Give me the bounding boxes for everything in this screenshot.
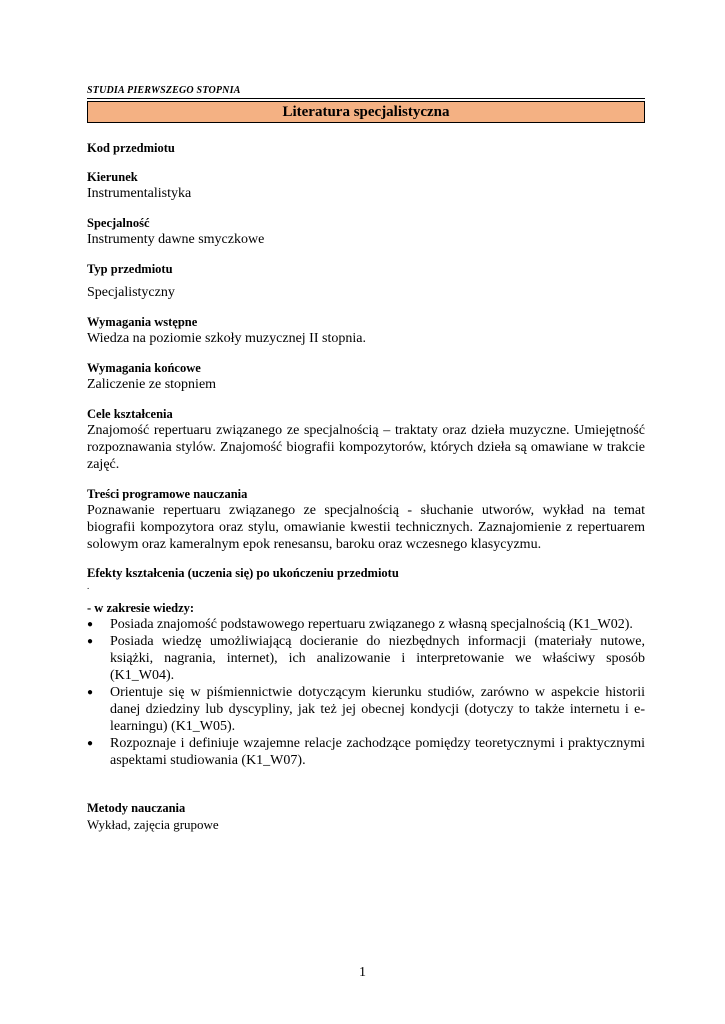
typ-value: Specjalistyczny bbox=[87, 285, 175, 300]
list-item bbox=[87, 684, 645, 735]
list-item-text: Posiada znajomość podstawowego repertuaru związanego z własną specjalnością (K1_W02). bbox=[110, 617, 633, 632]
efekty-dot: . bbox=[87, 581, 90, 591]
kierunek-label: Kierunek bbox=[87, 170, 138, 184]
wymagania-wstepne-value: Wiedza na poziomie szkoły muzycznej II stopnia. bbox=[87, 331, 366, 346]
wiedza-label: - w zakresie wiedzy: bbox=[87, 601, 195, 615]
wymagania-koncowe-label: Wymagania końcowe bbox=[87, 361, 201, 375]
study-level: STUDIA PIERWSZEGO STOPNIA bbox=[87, 84, 645, 99]
list-item bbox=[87, 633, 645, 684]
list-item-text: Rozpoznaje i definiuje wzajemne relacje zachodzące pomiędzy teoretycznymi i praktycznymi aspektami studiowania (K1_W07). bbox=[110, 736, 645, 768]
wymagania-wstepne-label: Wymagania wstępne bbox=[87, 315, 198, 329]
kierunek-value: Instrumentalistyka bbox=[87, 186, 192, 201]
wymagania-koncowe-value: Zaliczenie ze stopniem bbox=[87, 377, 217, 392]
list-item-text: Orientuje się w piśmiennictwie dotyczącym kierunku studiów, zarówno w aspekcie historii danej dziedziny lub dyscypliny, jak też jej obecnej kondycji (dotyczy to także internetu i e-learningu) (K1_W05). bbox=[110, 685, 645, 734]
bullet-icon: ● bbox=[87, 619, 94, 630]
page-number: 1 bbox=[359, 965, 366, 980]
bullet-icon: ● bbox=[87, 687, 94, 698]
metody-value: Wykład, zajęcia grupowe bbox=[87, 817, 219, 832]
list-item bbox=[87, 735, 645, 769]
typ-label: Typ przedmiotu bbox=[87, 262, 173, 276]
efekty-label: Efekty kształcenia (uczenia się) po ukończeniu przedmiotu bbox=[87, 566, 399, 580]
specjalnosc-value: Instrumenty dawne smyczkowe bbox=[87, 232, 265, 247]
tresci-value: Poznawanie repertuaru związanego ze specjalnością - słuchanie utworów, wykład na temat biografii kompozytora oraz stylu, omawianie kwestii technicznych. Zaznajomienie z repertuarem solowym oraz kameralnym epok renesansu, baroku oraz wczesnego klasycyzmu. bbox=[87, 503, 645, 552]
bullet-icon: ● bbox=[87, 636, 94, 647]
bullet-icon: ● bbox=[87, 738, 94, 749]
document-page bbox=[87, 84, 645, 833]
cele-label: Cele kształcenia bbox=[87, 407, 173, 421]
cele-value: Znajomość repertuaru związanego ze specjalnością – traktaty oraz dzieła muzyczne. Umiejętność rozpoznawania stylów. Znajomość biografii kompozytorów, których dzieła są omawiane w trakcie zajęć. bbox=[87, 423, 645, 472]
kod-label: Kod przedmiotu bbox=[87, 141, 175, 155]
specjalnosc-label: Specjalność bbox=[87, 216, 150, 230]
list-item bbox=[87, 616, 645, 633]
list-item-text: Posiada wiedzę umożliwiającą docieranie do niezbędnych informacji (materiały nutowe, książki, nagrania, internet), ich analizowanie i interpretowanie we właściwy sposób (K1_W04). bbox=[110, 634, 645, 683]
course-title: Literatura specjalistyczna bbox=[87, 101, 645, 123]
tresci-label: Treści programowe nauczania bbox=[87, 487, 248, 501]
metody-label: Metody nauczania bbox=[87, 801, 186, 815]
wiedza-list bbox=[87, 616, 645, 769]
